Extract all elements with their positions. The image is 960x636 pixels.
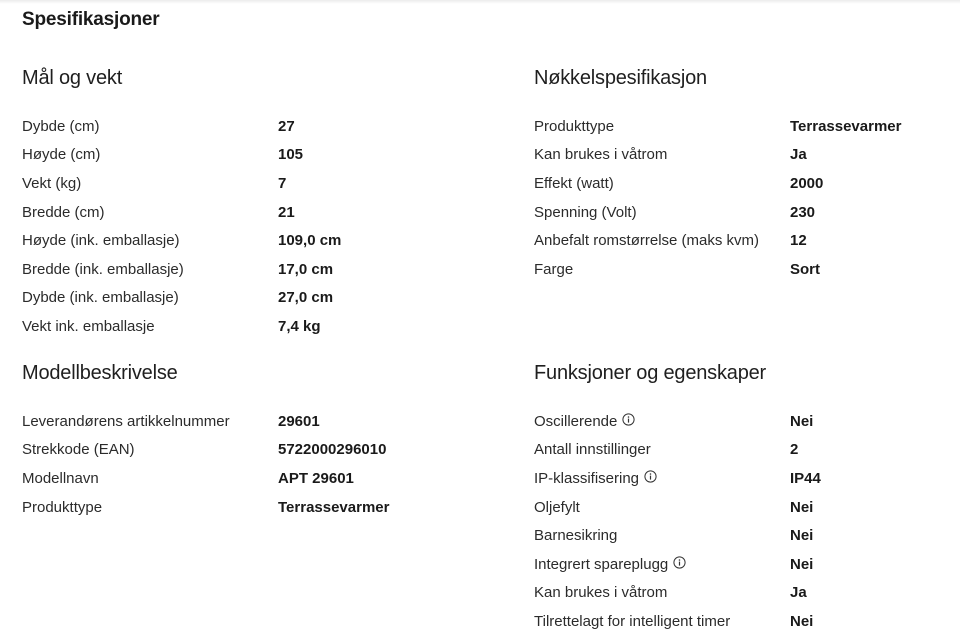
spec-label: Strekkode (EAN) xyxy=(22,441,135,459)
spec-label-wrap xyxy=(534,413,790,430)
spec-label: Bredde (ink. emballasje) xyxy=(22,260,184,278)
spec-row xyxy=(22,169,442,198)
spec-label: Oscillerende xyxy=(534,412,618,430)
spec-value: 109,0 cm xyxy=(278,232,342,250)
spec-row xyxy=(534,550,954,579)
info-circle-icon[interactable] xyxy=(644,470,657,483)
spec-value: Sort xyxy=(790,260,820,278)
spec-label: Produkttype xyxy=(22,498,103,516)
info-circle-icon[interactable] xyxy=(673,556,686,569)
spec-value: 5722000296010 xyxy=(278,441,387,459)
spec-label-wrap xyxy=(534,556,790,573)
spec-row xyxy=(22,464,442,493)
spec-row xyxy=(22,198,442,227)
info-circle-icon[interactable] xyxy=(622,413,635,426)
spec-label: Dybde (ink. emballasje) xyxy=(22,289,179,307)
section-dimensions xyxy=(22,66,442,341)
spec-row xyxy=(22,436,442,465)
spec-label: Barnesikring xyxy=(534,527,618,545)
spec-value: 29601 xyxy=(278,412,320,430)
spec-label: Anbefalt romstørrelse (maks kvm) xyxy=(534,232,760,250)
spec-row xyxy=(22,141,442,170)
spec-label: Produkttype xyxy=(534,117,615,135)
spec-label: Effekt (watt) xyxy=(534,174,614,192)
spec-value: 12 xyxy=(790,232,807,250)
spec-label: Høyde (ink. emballasje) xyxy=(22,232,180,250)
spec-row xyxy=(534,407,954,436)
spec-value: 2 xyxy=(790,441,799,459)
spec-value: Nei xyxy=(790,527,814,545)
spec-row xyxy=(534,579,954,608)
section-title-key-specs: Nøkkelspesifikasjon xyxy=(534,67,707,89)
spec-label: Leverandørens artikkelnummer xyxy=(22,412,230,430)
spec-label-wrap xyxy=(534,470,790,487)
spec-label: Modellnavn xyxy=(22,469,99,487)
spec-row xyxy=(22,493,442,522)
spec-value: Ja xyxy=(790,584,807,602)
spec-label: Høyde (cm) xyxy=(22,146,101,164)
spec-row xyxy=(22,226,442,255)
spec-row xyxy=(534,464,954,493)
spec-label: Bredde (cm) xyxy=(22,203,105,221)
section-key-specs xyxy=(534,66,954,284)
spec-row xyxy=(534,169,954,198)
spec-row xyxy=(534,226,954,255)
spec-value: Nei xyxy=(790,555,814,573)
spec-row xyxy=(22,312,442,341)
spec-label: Integrert spareplugg xyxy=(534,555,669,573)
spec-value: APT 29601 xyxy=(278,469,354,487)
spec-value: 7 xyxy=(278,174,287,192)
spec-row xyxy=(534,493,954,522)
spec-value: 17,0 cm xyxy=(278,260,334,278)
spec-row xyxy=(534,521,954,550)
section-model xyxy=(22,361,442,521)
spec-label: Vekt (kg) xyxy=(22,174,82,192)
spec-label: Oljefylt xyxy=(534,498,580,516)
spec-value: IP44 xyxy=(790,469,821,487)
spec-value: 27,0 cm xyxy=(278,289,334,307)
section-features xyxy=(534,361,954,636)
spec-row xyxy=(534,607,954,636)
spec-label: Tilrettelagt for intelligent timer xyxy=(534,612,731,630)
spec-label: Kan brukes i våtrom xyxy=(534,584,668,602)
spec-label: Farge xyxy=(534,260,574,278)
spec-value: Ja xyxy=(790,146,807,164)
spec-label: Spenning (Volt) xyxy=(534,203,637,221)
section-title-features: Funksjoner og egenskaper xyxy=(534,362,767,384)
spec-value: Nei xyxy=(790,498,814,516)
header-shadow xyxy=(0,0,960,4)
spec-value: 7,4 kg xyxy=(278,317,321,335)
spec-row xyxy=(534,255,954,284)
spec-value: Nei xyxy=(790,612,814,630)
spec-value: 230 xyxy=(790,203,816,221)
spec-label: Kan brukes i våtrom xyxy=(534,146,668,164)
spec-value: Nei xyxy=(790,412,814,430)
spec-value: Terrassevarmer xyxy=(790,117,902,135)
spec-label: IP-klassifisering xyxy=(534,469,640,487)
spec-label: Antall innstillinger xyxy=(534,441,651,459)
spec-row xyxy=(22,255,442,284)
spec-row xyxy=(22,284,442,313)
spec-value: 2000 xyxy=(790,174,824,192)
spec-label: Dybde (cm) xyxy=(22,117,100,135)
spec-label: Vekt ink. emballasje xyxy=(22,317,155,335)
spec-value: Terrassevarmer xyxy=(278,498,390,516)
spec-value: 21 xyxy=(278,203,295,221)
spec-row xyxy=(534,112,954,141)
section-title-dimensions: Mål og vekt xyxy=(22,67,123,89)
spec-row xyxy=(534,436,954,465)
spec-row xyxy=(534,141,954,170)
spec-row xyxy=(22,112,442,141)
page-title: Spesifikasjoner xyxy=(22,9,160,30)
section-title-model: Modellbeskrivelse xyxy=(22,362,178,384)
spec-row xyxy=(22,407,442,436)
spec-value: 105 xyxy=(278,146,304,164)
spec-value: 27 xyxy=(278,117,295,135)
spec-row xyxy=(534,198,954,227)
